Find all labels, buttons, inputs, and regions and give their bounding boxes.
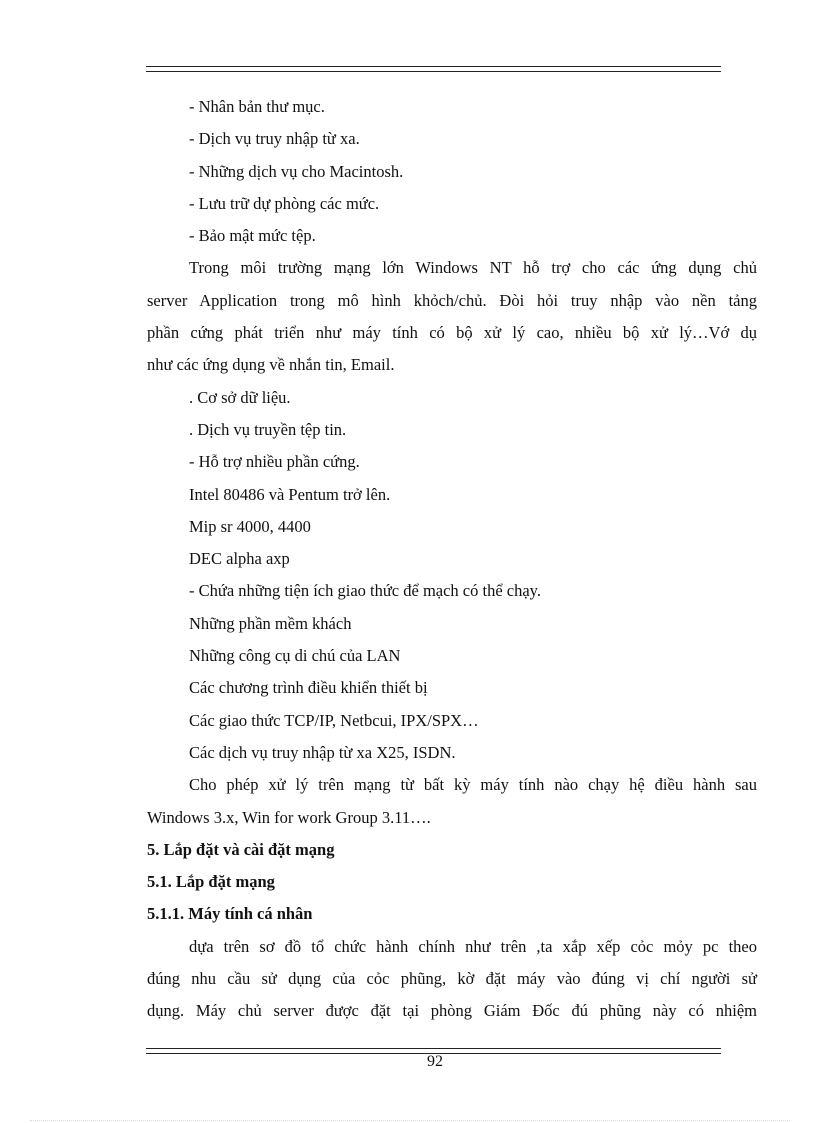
header-rule xyxy=(146,66,721,72)
subsection-heading: 5.1. Lắp đặt mạng xyxy=(147,872,275,892)
subsubsection-heading: 5.1.1. Máy tính cá nhân xyxy=(147,904,313,924)
bullet-remote-access: - Dịch vụ truy nhập từ xa. xyxy=(189,129,360,149)
list-item: - Chứa những tiện ích giao thức để mạch có thể chạy. xyxy=(189,581,541,601)
list-item: Các giao thức TCP/IP, Netbcui, IPX/SPX… xyxy=(189,710,479,730)
bullet-file-security: - Bảo mật mức tệp. xyxy=(189,226,316,246)
paragraph-line: Cho phép xử lý trên mạng từ bất kỳ máy tính nào chạy hệ điều hành sau xyxy=(189,775,757,795)
bullet-directory-replication: - Nhân bản thư mục. xyxy=(189,97,325,116)
list-item: - Hỗ trợ nhiều phần cứng. xyxy=(189,452,360,472)
section-heading: 5. Lắp đặt và cài đặt mạng xyxy=(147,839,335,859)
page-edge-divider xyxy=(30,1120,790,1121)
list-item: . Cơ sở dữ liệu. xyxy=(189,387,291,407)
paragraph-line: như các ứng dụng về nhắn tin, Email. xyxy=(147,355,395,375)
bullet-macintosh-services: - Những dịch vụ cho Macintosh. xyxy=(189,161,404,181)
list-item: Mip sr 4000, 4400 xyxy=(189,516,311,536)
paragraph-line: dựa trên sơ đồ tổ chức hành chính như trên ,ta xắp xếp cỏc mỏy pc theo xyxy=(189,936,757,956)
list-item: Những phần mềm khách xyxy=(189,613,352,633)
paragraph-line: đúng nhu cầu sử dụng của cỏc phũng, kờ đặt máy vào đúng vị chí người sử xyxy=(147,969,757,989)
paragraph-line: phần cứng phát triển như máy tính có bộ xử lý cao, nhiều bộ xử lý…Vớ dụ xyxy=(147,323,757,343)
list-item: Các dịch vụ truy nhập từ xa X25, ISDN. xyxy=(189,742,456,762)
paragraph-line: Windows 3.x, Win for work Group 3.11…. xyxy=(147,807,431,827)
page-number: 92 xyxy=(427,1053,443,1070)
list-item: Các chương trình điều khiển thiết bị xyxy=(189,678,428,698)
page-body xyxy=(147,91,757,1028)
paragraph-line: Trong môi trường mạng lớn Windows NT hỗ trợ cho các ứng dụng chủ xyxy=(189,258,757,278)
paragraph-line: dụng. Máy chủ server được đặt tại phòng Giám Đốc đú phũng này có nhiệm xyxy=(147,1001,757,1021)
list-item: Những công cụ di chú của LAN xyxy=(189,646,401,666)
list-item: Intel 80486 và Pentum trở lên. xyxy=(189,484,391,504)
list-item: . Dịch vụ truyền tệp tin. xyxy=(189,419,347,439)
paragraph-line: server Application trong mô hình khỏch/chủ. Đòi hỏi truy nhập vào nền tảng xyxy=(147,290,757,310)
list-item: DEC alpha axp xyxy=(189,549,290,569)
bullet-backup-levels: - Lưu trữ dự phòng các mức. xyxy=(189,193,380,213)
